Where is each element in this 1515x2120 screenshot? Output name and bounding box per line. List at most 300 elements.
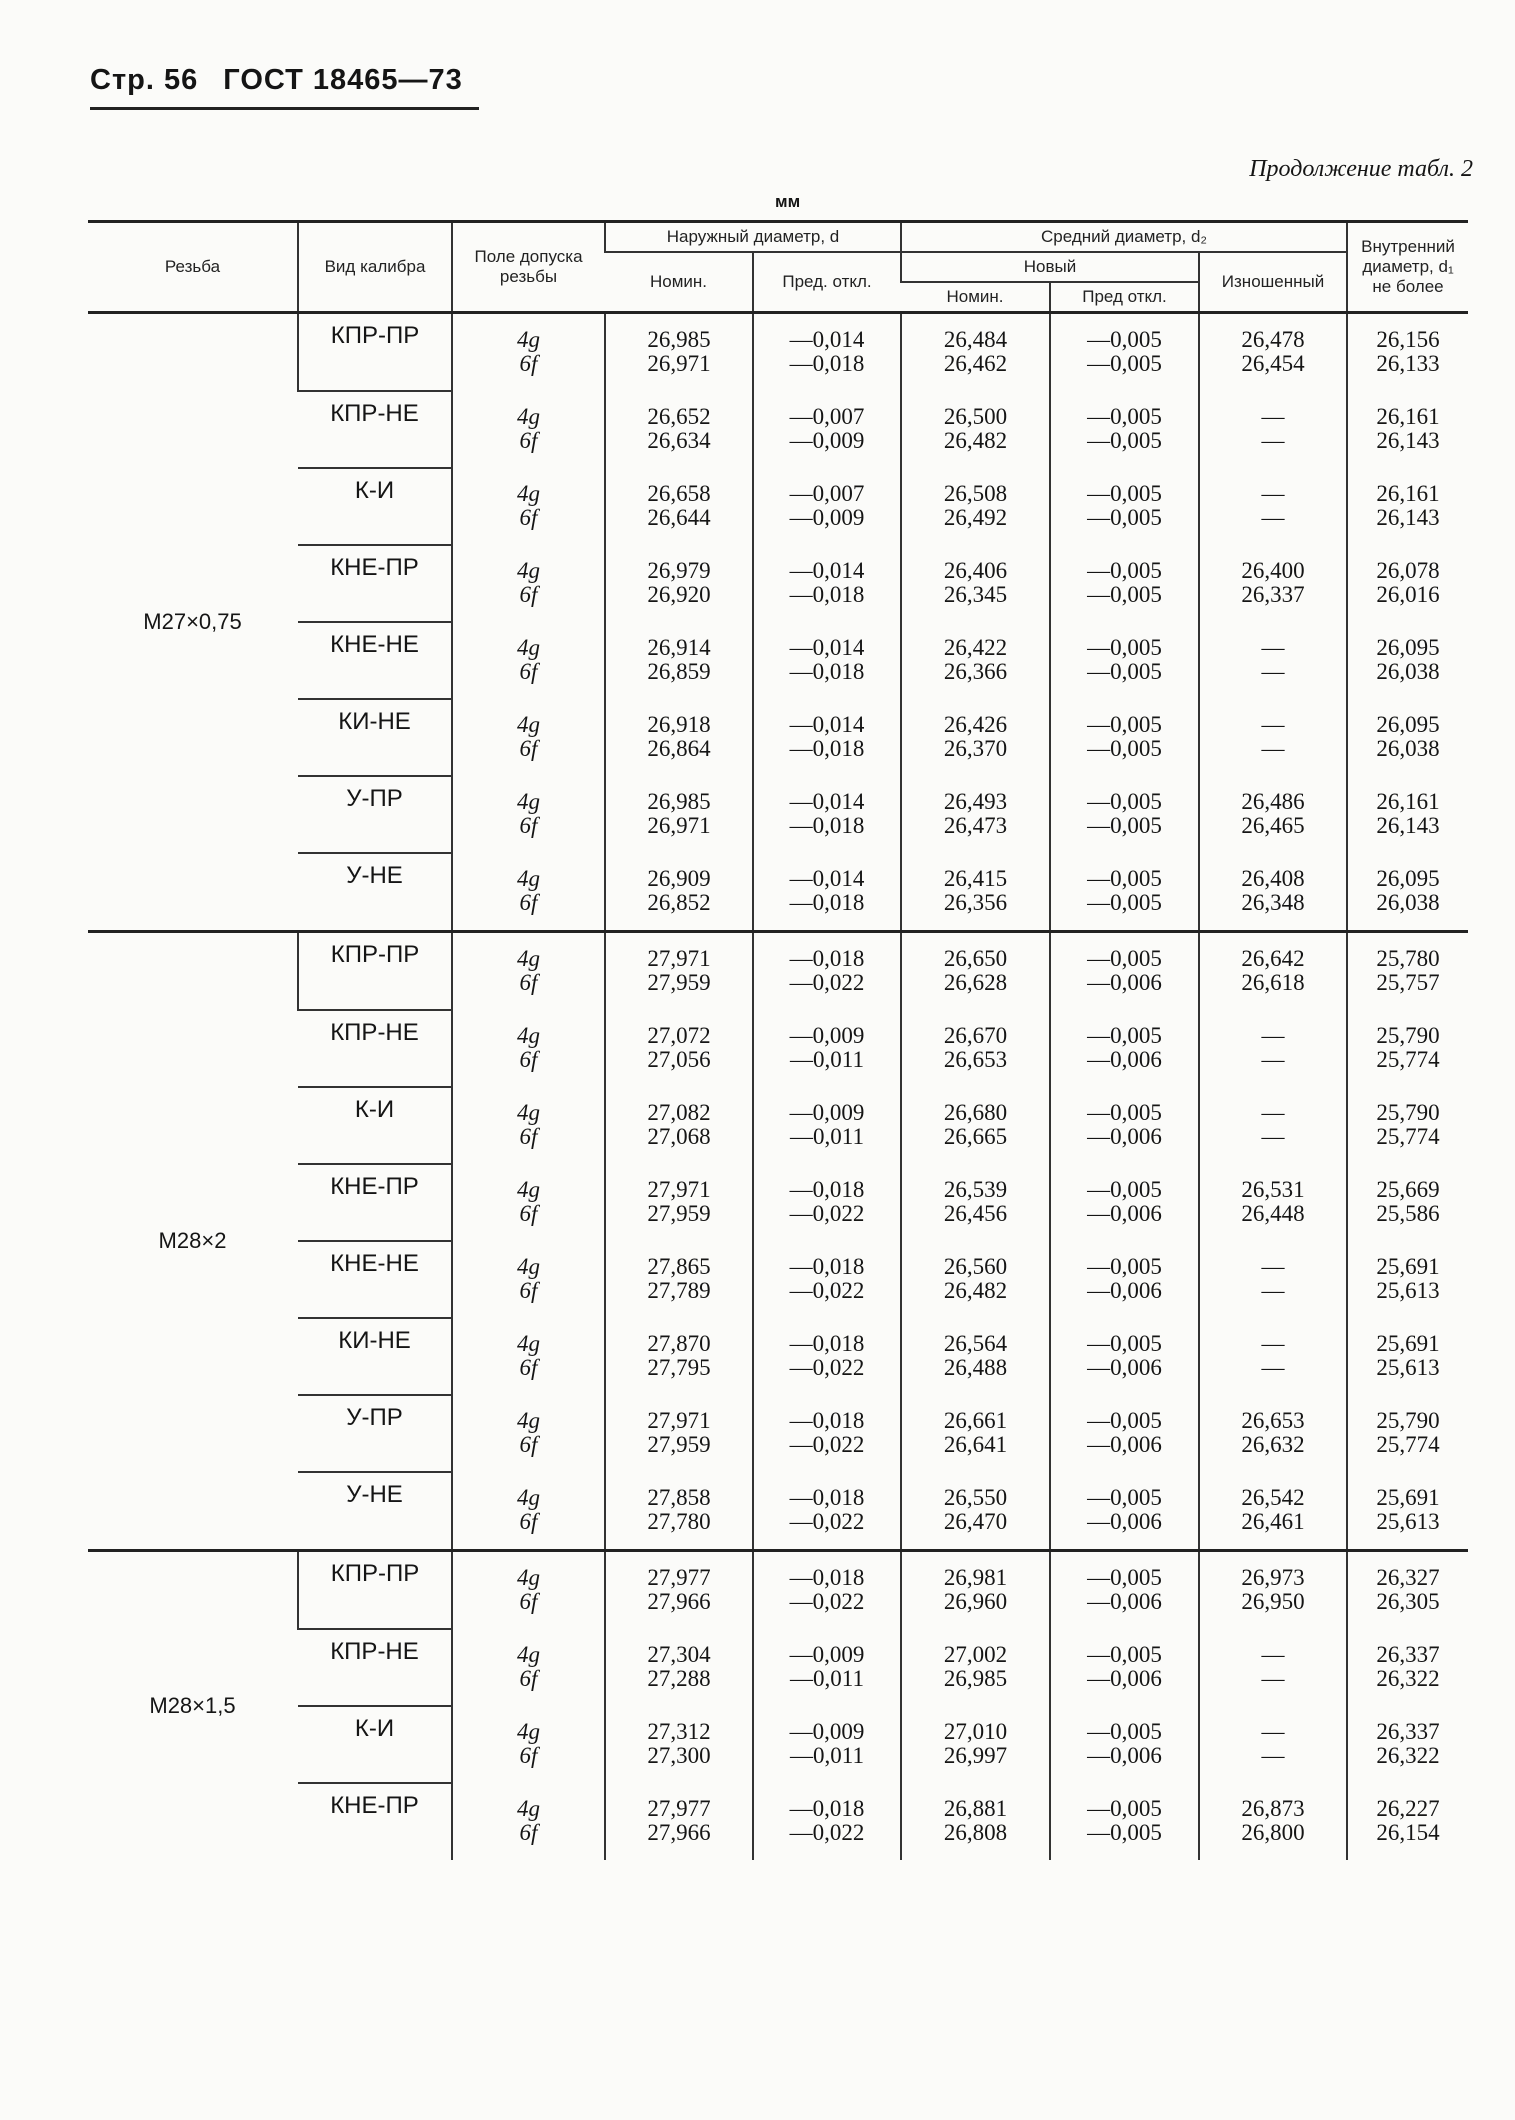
mean-deviation-cell bbox=[1050, 1010, 1199, 1087]
thread-designation: M28×1,5 bbox=[88, 1551, 298, 1861]
mean-nominal-value: 26,488 bbox=[943, 1355, 1008, 1380]
worn-diameter-cell bbox=[1199, 699, 1347, 776]
tolerance-field-cell bbox=[452, 313, 605, 392]
mean-deviation-value: —0,006 bbox=[1087, 970, 1162, 995]
thread-gauge-table bbox=[88, 220, 1468, 1860]
tolerance-field-cell bbox=[452, 1164, 605, 1241]
header-thread: Резьба bbox=[88, 222, 298, 313]
header-gauge-type: Вид калибра bbox=[298, 222, 452, 313]
tolerance-field-value: 4g bbox=[517, 1331, 540, 1356]
outer-nominal-value: 27,870 bbox=[647, 1331, 711, 1356]
inner-diameter-value: 25,790 bbox=[1376, 1408, 1440, 1433]
mean-deviation-value: —0,005 bbox=[1087, 946, 1162, 971]
mean-nominal-value: 26,470 bbox=[943, 1509, 1008, 1534]
outer-deviation-cell bbox=[753, 776, 901, 853]
worn-diameter-value: 26,642 bbox=[1241, 946, 1305, 971]
mean-deviation-cell bbox=[1050, 313, 1199, 392]
inner-diameter-cell bbox=[1347, 1395, 1468, 1472]
mean-nominal-cell bbox=[901, 1010, 1050, 1087]
gauge-type: КИ-НЕ bbox=[298, 1318, 452, 1395]
outer-deviation-value: —0,018 bbox=[789, 946, 865, 971]
outer-nominal-value: 27,304 bbox=[647, 1642, 711, 1667]
outer-deviation-value: —0,022 bbox=[789, 1201, 865, 1226]
mean-nominal-value: 26,960 bbox=[943, 1589, 1008, 1614]
mean-nominal-value: 26,985 bbox=[943, 1666, 1008, 1691]
worn-diameter-value: — bbox=[1261, 428, 1285, 453]
mean-deviation-value: —0,005 bbox=[1087, 813, 1162, 838]
outer-deviation-value: —0,011 bbox=[790, 1666, 864, 1691]
outer-nominal-value: 27,959 bbox=[647, 970, 711, 995]
mean-nominal-value: 26,808 bbox=[943, 1820, 1008, 1845]
worn-diameter-cell bbox=[1199, 1318, 1347, 1395]
inner-diameter-value: 25,774 bbox=[1376, 1432, 1440, 1457]
gauge-type: У-ПР bbox=[298, 776, 452, 853]
table-body bbox=[88, 313, 1468, 1861]
unit-label: мм bbox=[775, 192, 801, 211]
worn-diameter-value: 26,800 bbox=[1241, 1820, 1305, 1845]
worn-diameter-value: 26,653 bbox=[1241, 1408, 1305, 1433]
inner-diameter-value: 25,774 bbox=[1376, 1047, 1440, 1072]
standard-number: ГОСТ 18465—73 bbox=[223, 64, 463, 96]
inner-diameter-cell bbox=[1347, 468, 1468, 545]
outer-deviation-cell bbox=[753, 468, 901, 545]
outer-deviation-value: —0,018 bbox=[789, 1254, 865, 1279]
outer-nominal-cell bbox=[605, 1472, 753, 1551]
mean-nominal-value: 26,550 bbox=[943, 1485, 1008, 1510]
mean-nominal-cell bbox=[901, 468, 1050, 545]
worn-diameter-value: — bbox=[1261, 1278, 1285, 1303]
outer-deviation-value: —0,009 bbox=[789, 505, 865, 530]
mean-nominal-value: 26,406 bbox=[943, 558, 1008, 583]
outer-nominal-value: 26,864 bbox=[647, 736, 711, 761]
outer-deviation-value: —0,022 bbox=[789, 1278, 865, 1303]
inner-diameter-value: 26,337 bbox=[1376, 1642, 1440, 1667]
mean-deviation-value: —0,005 bbox=[1087, 1642, 1162, 1667]
tolerance-field-cell bbox=[452, 776, 605, 853]
tolerance-field-value: 6f bbox=[519, 1743, 538, 1768]
worn-diameter-cell bbox=[1199, 1395, 1347, 1472]
thread-designation: M27×0,75 bbox=[88, 313, 298, 932]
tolerance-field-value: 4g bbox=[517, 481, 540, 506]
outer-nominal-value: 26,644 bbox=[647, 505, 711, 530]
tolerance-field-cell bbox=[452, 1241, 605, 1318]
outer-nominal-value: 27,288 bbox=[647, 1666, 711, 1691]
inner-diameter-value: 25,790 bbox=[1376, 1023, 1440, 1048]
gauge-type: К-И bbox=[298, 1706, 452, 1783]
mean-deviation-value: —0,005 bbox=[1087, 558, 1162, 583]
mean-deviation-value: —0,005 bbox=[1087, 635, 1162, 660]
inner-diameter-cell bbox=[1347, 932, 1468, 1011]
mean-deviation-cell bbox=[1050, 468, 1199, 545]
outer-nominal-cell bbox=[605, 699, 753, 776]
outer-deviation-cell bbox=[753, 1551, 901, 1630]
tolerance-field-value: 6f bbox=[519, 970, 538, 995]
worn-diameter-value: 26,542 bbox=[1241, 1485, 1305, 1510]
mean-nominal-cell bbox=[901, 622, 1050, 699]
inner-diameter-value: 26,322 bbox=[1376, 1743, 1440, 1768]
tolerance-field-value: 6f bbox=[519, 1820, 538, 1845]
tolerance-field-value: 4g bbox=[517, 712, 540, 737]
outer-deviation-value: —0,018 bbox=[789, 890, 865, 915]
inner-diameter-value: 25,790 bbox=[1376, 1100, 1440, 1125]
outer-deviation-value: —0,018 bbox=[789, 1177, 865, 1202]
gauge-type: КПР-ПР bbox=[298, 932, 452, 1011]
worn-diameter-value: — bbox=[1261, 1642, 1285, 1667]
tolerance-field-value: 6f bbox=[519, 1201, 538, 1226]
outer-nominal-value: 26,971 bbox=[647, 351, 711, 376]
mean-deviation-cell bbox=[1050, 1783, 1199, 1860]
worn-diameter-value: 26,454 bbox=[1241, 351, 1305, 376]
outer-deviation-value: —0,018 bbox=[789, 736, 865, 761]
worn-diameter-value: — bbox=[1261, 1254, 1285, 1279]
mean-deviation-cell bbox=[1050, 1164, 1199, 1241]
inner-diameter-value: 25,613 bbox=[1376, 1355, 1440, 1380]
table-row bbox=[88, 313, 1468, 392]
inner-diameter-cell bbox=[1347, 1706, 1468, 1783]
inner-diameter-value: 25,691 bbox=[1376, 1485, 1440, 1510]
mean-deviation-value: —0,005 bbox=[1087, 1023, 1162, 1048]
worn-diameter-value: 26,448 bbox=[1241, 1201, 1305, 1226]
mean-nominal-cell bbox=[901, 1395, 1050, 1472]
mean-nominal-value: 26,493 bbox=[943, 789, 1008, 814]
mean-nominal-cell bbox=[901, 1783, 1050, 1860]
tolerance-field-cell bbox=[452, 932, 605, 1011]
mean-deviation-cell bbox=[1050, 1241, 1199, 1318]
mean-deviation-value: —0,006 bbox=[1087, 1509, 1162, 1534]
mean-deviation-value: —0,006 bbox=[1087, 1201, 1162, 1226]
outer-deviation-cell bbox=[753, 699, 901, 776]
inner-diameter-cell bbox=[1347, 1010, 1468, 1087]
mean-deviation-cell bbox=[1050, 1318, 1199, 1395]
tolerance-field-value: 6f bbox=[519, 1124, 538, 1149]
mean-deviation-value: —0,005 bbox=[1087, 659, 1162, 684]
mean-nominal-cell bbox=[901, 545, 1050, 622]
outer-nominal-cell bbox=[605, 1706, 753, 1783]
outer-nominal-cell bbox=[605, 853, 753, 932]
tolerance-field-value: 6f bbox=[519, 582, 538, 607]
inner-diameter-value: 26,143 bbox=[1376, 505, 1440, 530]
tolerance-field-value: 4g bbox=[517, 1254, 540, 1279]
header-tolerance-field: Поле допуска резьбы bbox=[452, 222, 605, 313]
worn-diameter-value: 26,337 bbox=[1241, 582, 1305, 607]
outer-nominal-value: 27,795 bbox=[647, 1355, 711, 1380]
outer-nominal-cell bbox=[605, 1551, 753, 1630]
tolerance-field-value: 6f bbox=[519, 659, 538, 684]
mean-deviation-value: —0,006 bbox=[1087, 1278, 1162, 1303]
worn-diameter-cell bbox=[1199, 545, 1347, 622]
tolerance-field-value: 4g bbox=[517, 558, 540, 583]
worn-diameter-value: — bbox=[1261, 1331, 1285, 1356]
outer-nominal-value: 27,082 bbox=[647, 1100, 711, 1125]
inner-diameter-value: 26,327 bbox=[1376, 1565, 1440, 1590]
worn-diameter-value: — bbox=[1261, 635, 1285, 660]
header-mean-deviation: Пред откл. bbox=[1050, 282, 1199, 313]
outer-nominal-value: 27,780 bbox=[647, 1509, 711, 1534]
outer-deviation-cell bbox=[753, 1318, 901, 1395]
mean-nominal-value: 26,981 bbox=[943, 1565, 1008, 1590]
outer-nominal-value: 27,971 bbox=[647, 946, 711, 971]
mean-nominal-cell bbox=[901, 932, 1050, 1011]
mean-deviation-value: —0,005 bbox=[1087, 1177, 1162, 1202]
mean-deviation-value: —0,005 bbox=[1087, 404, 1162, 429]
mean-deviation-cell bbox=[1050, 1706, 1199, 1783]
outer-nominal-value: 27,858 bbox=[647, 1485, 711, 1510]
mean-nominal-value: 26,680 bbox=[943, 1100, 1008, 1125]
worn-diameter-cell bbox=[1199, 1164, 1347, 1241]
outer-nominal-value: 27,068 bbox=[647, 1124, 711, 1149]
mean-deviation-value: —0,006 bbox=[1087, 1355, 1162, 1380]
gauge-type: КИ-НЕ bbox=[298, 699, 452, 776]
gauge-type: К-И bbox=[298, 1087, 452, 1164]
inner-diameter-value: 25,691 bbox=[1376, 1331, 1440, 1356]
worn-diameter-value: 26,973 bbox=[1241, 1565, 1305, 1590]
gauge-type: КНЕ-НЕ bbox=[298, 622, 452, 699]
worn-diameter-value: 26,461 bbox=[1241, 1509, 1305, 1534]
inner-diameter-cell bbox=[1347, 1087, 1468, 1164]
tolerance-field-value: 4g bbox=[517, 866, 540, 891]
mean-deviation-cell bbox=[1050, 1087, 1199, 1164]
tolerance-field-cell bbox=[452, 1010, 605, 1087]
worn-diameter-cell bbox=[1199, 1783, 1347, 1860]
mean-deviation-cell bbox=[1050, 622, 1199, 699]
mean-deviation-value: —0,005 bbox=[1087, 428, 1162, 453]
thread-designation: M28×2 bbox=[88, 932, 298, 1551]
tolerance-field-value: 6f bbox=[519, 1355, 538, 1380]
inner-diameter-value: 26,322 bbox=[1376, 1666, 1440, 1691]
inner-diameter-cell bbox=[1347, 1472, 1468, 1551]
outer-deviation-value: —0,009 bbox=[789, 1100, 865, 1125]
mean-nominal-value: 26,482 bbox=[943, 428, 1008, 453]
outer-deviation-value: —0,018 bbox=[789, 1331, 865, 1356]
tolerance-field-value: 4g bbox=[517, 1408, 540, 1433]
mean-deviation-value: —0,005 bbox=[1087, 351, 1162, 376]
tolerance-field-cell bbox=[452, 1087, 605, 1164]
mean-deviation-cell bbox=[1050, 776, 1199, 853]
worn-diameter-value: — bbox=[1261, 1023, 1285, 1048]
worn-diameter-value: 26,486 bbox=[1241, 789, 1305, 814]
header-outer-diameter: Наружный диаметр, d bbox=[605, 222, 901, 253]
mean-deviation-value: —0,005 bbox=[1087, 712, 1162, 737]
mean-deviation-value: —0,006 bbox=[1087, 1124, 1162, 1149]
outer-deviation-value: —0,007 bbox=[789, 481, 865, 506]
mean-deviation-value: —0,005 bbox=[1087, 1254, 1162, 1279]
mean-nominal-value: 26,881 bbox=[943, 1796, 1008, 1821]
inner-diameter-cell bbox=[1347, 1164, 1468, 1241]
mean-deviation-cell bbox=[1050, 1629, 1199, 1706]
mean-deviation-value: —0,005 bbox=[1087, 1485, 1162, 1510]
outer-nominal-value: 27,056 bbox=[647, 1047, 711, 1072]
tolerance-field-value: 4g bbox=[517, 1485, 540, 1510]
mean-nominal-value: 26,539 bbox=[943, 1177, 1008, 1202]
inner-diameter-value: 26,161 bbox=[1376, 481, 1440, 506]
inner-diameter-value: 25,757 bbox=[1376, 970, 1440, 995]
mean-nominal-value: 26,492 bbox=[943, 505, 1008, 530]
mean-deviation-cell bbox=[1050, 391, 1199, 468]
outer-deviation-value: —0,018 bbox=[789, 1565, 865, 1590]
outer-deviation-value: —0,011 bbox=[790, 1743, 864, 1768]
inner-diameter-value: 26,154 bbox=[1376, 1820, 1440, 1845]
inner-diameter-value: 26,133 bbox=[1376, 351, 1440, 376]
worn-diameter-cell bbox=[1199, 313, 1347, 392]
outer-nominal-cell bbox=[605, 1087, 753, 1164]
mean-deviation-value: —0,005 bbox=[1087, 1820, 1162, 1845]
worn-diameter-value: 26,618 bbox=[1241, 970, 1305, 995]
outer-nominal-value: 27,789 bbox=[647, 1278, 711, 1303]
mean-nominal-value: 27,002 bbox=[943, 1642, 1008, 1667]
outer-deviation-value: —0,009 bbox=[789, 1719, 865, 1744]
outer-nominal-cell bbox=[605, 1783, 753, 1860]
worn-diameter-value: — bbox=[1261, 1047, 1285, 1072]
outer-deviation-value: —0,014 bbox=[789, 866, 865, 891]
gauge-type: КПР-ПР bbox=[298, 313, 452, 392]
mean-nominal-cell bbox=[901, 1087, 1050, 1164]
outer-nominal-value: 26,852 bbox=[647, 890, 711, 915]
outer-nominal-value: 26,652 bbox=[647, 404, 711, 429]
worn-diameter-cell bbox=[1199, 1629, 1347, 1706]
inner-diameter-value: 26,156 bbox=[1376, 327, 1440, 352]
tolerance-field-value: 4g bbox=[517, 327, 540, 352]
mean-deviation-value: —0,005 bbox=[1087, 1100, 1162, 1125]
gauge-type: У-НЕ bbox=[346, 1481, 403, 1508]
mean-nominal-value: 26,653 bbox=[943, 1047, 1008, 1072]
inner-diameter-cell bbox=[1347, 699, 1468, 776]
inner-diameter-value: 26,161 bbox=[1376, 404, 1440, 429]
inner-diameter-cell bbox=[1347, 391, 1468, 468]
worn-diameter-cell bbox=[1199, 1706, 1347, 1783]
outer-nominal-value: 27,072 bbox=[647, 1023, 711, 1048]
mean-nominal-value: 26,484 bbox=[943, 327, 1008, 352]
tolerance-field-value: 6f bbox=[519, 1666, 538, 1691]
tolerance-field-value: 4g bbox=[517, 1642, 540, 1667]
gauge-type: У-НЕ bbox=[346, 862, 403, 889]
tolerance-field-cell bbox=[452, 468, 605, 545]
worn-diameter-value: — bbox=[1261, 404, 1285, 429]
tolerance-field-value: 4g bbox=[517, 1719, 540, 1744]
tolerance-field-value: 4g bbox=[517, 1796, 540, 1821]
inner-diameter-value: 25,613 bbox=[1376, 1509, 1440, 1534]
outer-deviation-value: —0,018 bbox=[789, 582, 865, 607]
outer-nominal-value: 27,300 bbox=[647, 1743, 711, 1768]
inner-diameter-value: 26,016 bbox=[1376, 582, 1440, 607]
mean-nominal-cell bbox=[901, 1164, 1050, 1241]
worn-diameter-value: 26,632 bbox=[1241, 1432, 1305, 1457]
worn-diameter-value: — bbox=[1261, 1743, 1285, 1768]
mean-nominal-cell bbox=[901, 699, 1050, 776]
inner-diameter-cell bbox=[1347, 853, 1468, 932]
outer-deviation-value: —0,022 bbox=[789, 1509, 865, 1534]
inner-diameter-cell bbox=[1347, 1629, 1468, 1706]
header-outer-nominal: Номин. bbox=[605, 252, 753, 313]
mean-nominal-value: 26,366 bbox=[943, 659, 1008, 684]
gauge-type: КНЕ-НЕ bbox=[298, 1241, 452, 1318]
mean-deviation-value: —0,005 bbox=[1087, 866, 1162, 891]
tolerance-field-cell bbox=[452, 1472, 605, 1551]
worn-diameter-cell bbox=[1199, 622, 1347, 699]
outer-deviation-cell bbox=[753, 391, 901, 468]
outer-deviation-value: —0,014 bbox=[789, 635, 865, 660]
tolerance-field-value: 6f bbox=[519, 1047, 538, 1072]
worn-diameter-value: — bbox=[1261, 481, 1285, 506]
outer-deviation-value: —0,022 bbox=[789, 1355, 865, 1380]
outer-deviation-value: —0,018 bbox=[789, 351, 865, 376]
inner-diameter-value: 25,669 bbox=[1376, 1177, 1440, 1202]
worn-diameter-value: 26,478 bbox=[1241, 327, 1305, 352]
table-row bbox=[88, 1551, 1468, 1630]
tolerance-field-value: 6f bbox=[519, 1509, 538, 1534]
mean-nominal-value: 27,010 bbox=[943, 1719, 1008, 1744]
gauge-type: КНЕ-ПР bbox=[298, 1164, 452, 1241]
worn-diameter-cell bbox=[1199, 1472, 1347, 1551]
gauge-type: У-ПР bbox=[298, 1395, 452, 1472]
mean-nominal-value: 26,628 bbox=[943, 970, 1008, 995]
outer-nominal-value: 27,977 bbox=[647, 1565, 711, 1590]
outer-nominal-cell bbox=[605, 391, 753, 468]
mean-deviation-value: —0,006 bbox=[1087, 1047, 1162, 1072]
outer-nominal-value: 27,977 bbox=[647, 1796, 711, 1821]
inner-diameter-cell bbox=[1347, 776, 1468, 853]
outer-nominal-value: 26,985 bbox=[647, 789, 711, 814]
mean-deviation-cell bbox=[1050, 1395, 1199, 1472]
outer-deviation-cell bbox=[753, 1241, 901, 1318]
outer-deviation-cell bbox=[753, 1706, 901, 1783]
inner-diameter-cell bbox=[1347, 545, 1468, 622]
inner-diameter-cell bbox=[1347, 1318, 1468, 1395]
inner-diameter-value: 26,143 bbox=[1376, 428, 1440, 453]
worn-diameter-value: 26,348 bbox=[1241, 890, 1305, 915]
outer-deviation-cell bbox=[753, 1783, 901, 1860]
outer-nominal-cell bbox=[605, 1629, 753, 1706]
gauge-type: КПР-НЕ bbox=[298, 1010, 452, 1087]
mean-nominal-cell bbox=[901, 391, 1050, 468]
worn-diameter-value: 26,873 bbox=[1241, 1796, 1305, 1821]
page-header bbox=[90, 64, 479, 110]
outer-nominal-value: 26,909 bbox=[647, 866, 711, 891]
tolerance-field-cell bbox=[452, 1629, 605, 1706]
worn-diameter-value: — bbox=[1261, 1100, 1285, 1125]
mean-nominal-value: 26,508 bbox=[943, 481, 1008, 506]
tolerance-field-value: 4g bbox=[517, 1023, 540, 1048]
tolerance-field-value: 4g bbox=[517, 1565, 540, 1590]
tolerance-field-cell bbox=[452, 853, 605, 932]
worn-diameter-cell bbox=[1199, 853, 1347, 932]
inner-diameter-cell bbox=[1347, 622, 1468, 699]
outer-deviation-cell bbox=[753, 1010, 901, 1087]
mean-nominal-value: 26,356 bbox=[943, 890, 1008, 915]
tolerance-field-value: 6f bbox=[519, 1432, 538, 1457]
inner-diameter-cell bbox=[1347, 1783, 1468, 1860]
mean-deviation-value: —0,005 bbox=[1087, 736, 1162, 761]
mean-deviation-value: —0,005 bbox=[1087, 1719, 1162, 1744]
mean-nominal-value: 26,462 bbox=[943, 351, 1008, 376]
tolerance-field-cell bbox=[452, 391, 605, 468]
mean-deviation-value: —0,006 bbox=[1087, 1743, 1162, 1768]
mean-nominal-cell bbox=[901, 776, 1050, 853]
worn-diameter-value: 26,531 bbox=[1241, 1177, 1305, 1202]
outer-deviation-cell bbox=[753, 1629, 901, 1706]
mean-deviation-value: —0,005 bbox=[1087, 1796, 1162, 1821]
outer-deviation-value: —0,014 bbox=[789, 712, 865, 737]
mean-nominal-value: 26,500 bbox=[943, 404, 1008, 429]
mean-nominal-value: 26,456 bbox=[943, 1201, 1008, 1226]
outer-deviation-value: —0,011 bbox=[790, 1047, 864, 1072]
gauge-type: КНЕ-ПР bbox=[298, 545, 452, 622]
outer-nominal-value: 27,959 bbox=[647, 1432, 711, 1457]
worn-diameter-cell bbox=[1199, 1551, 1347, 1630]
worn-diameter-value: 26,400 bbox=[1241, 558, 1305, 583]
outer-nominal-value: 27,312 bbox=[647, 1719, 711, 1744]
worn-diameter-value: 26,465 bbox=[1241, 813, 1305, 838]
mean-nominal-cell bbox=[901, 1318, 1050, 1395]
